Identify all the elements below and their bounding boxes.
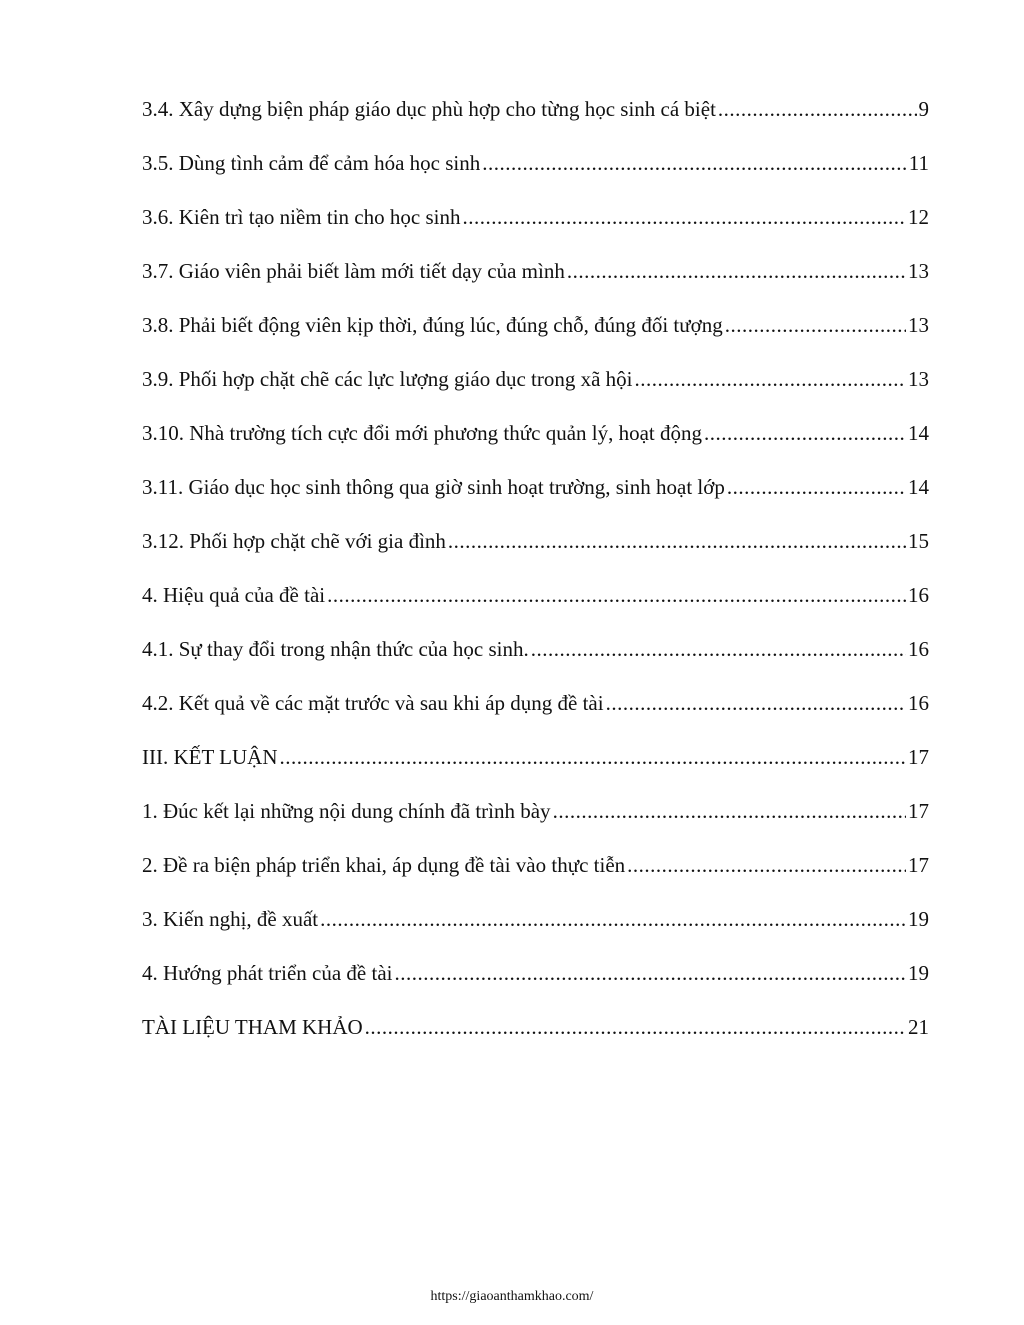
toc-entry[interactable] [142, 904, 929, 958]
toc-page-number: 11 [908, 151, 929, 175]
toc-page-number: 15 [908, 529, 929, 553]
toc-entry-label: 4. Hiệu quả của đề tài [142, 583, 326, 607]
toc-page-number: 16 [908, 637, 929, 661]
toc-entry-label: 3.7. Giáo viên phải biết làm mới tiết dạy của mình [142, 259, 565, 283]
toc-entry-label: 4.1. Sự thay đổi trong nhận thức của học sinh. [142, 637, 529, 661]
toc-entry[interactable] [142, 418, 929, 472]
toc-entry[interactable] [142, 364, 929, 418]
table-of-contents [142, 94, 929, 1066]
toc-entry-label: 3.11. Giáo dục học sinh thông qua giờ sinh hoạt trường, sinh hoạt lớp [142, 475, 725, 499]
toc-dot-leader [395, 958, 907, 988]
toc-entry-label: III. KẾT LUẬN [142, 745, 278, 769]
toc-entry[interactable] [142, 148, 929, 202]
footer-url[interactable]: https://giaoanthamkhao.com/ [430, 1289, 594, 1304]
toc-page-number: 17 [908, 799, 929, 823]
toc-entry-label: 3.6. Kiên trì tạo niềm tin cho học sinh [142, 205, 461, 229]
toc-dot-leader [704, 418, 906, 448]
toc-dot-leader [448, 526, 906, 556]
toc-dot-leader [280, 742, 907, 772]
toc-entry[interactable] [142, 310, 929, 364]
toc-page-number: 9 [918, 97, 929, 121]
toc-dot-leader [365, 1012, 906, 1042]
toc-dot-leader [606, 688, 906, 718]
toc-entry-label: 1. Đúc kết lại những nội dung chính đã trình bày [142, 799, 551, 823]
toc-page-number: 14 [908, 475, 929, 499]
toc-page-number: 17 [908, 745, 929, 769]
toc-dot-leader [320, 904, 906, 934]
toc-page-number: 13 [908, 259, 929, 283]
toc-entry[interactable] [142, 742, 929, 796]
toc-page-number: 12 [908, 205, 929, 229]
toc-page-number: 16 [908, 691, 929, 715]
toc-page-number: 21 [908, 1015, 929, 1039]
toc-dot-leader [531, 634, 906, 664]
toc-entry[interactable] [142, 634, 929, 688]
toc-dot-leader [553, 796, 906, 826]
toc-entry-label: 3.8. Phải biết động viên kịp thời, đúng lúc, đúng chỗ, đúng đối tượng [142, 313, 723, 337]
toc-entry[interactable] [142, 472, 929, 526]
toc-page-number: 13 [908, 367, 929, 391]
toc-page-number: 19 [908, 907, 929, 931]
toc-entry[interactable] [142, 688, 929, 742]
toc-entry-label: 3. Kiến nghị, đề xuất [142, 907, 319, 931]
toc-dot-leader [462, 202, 906, 232]
toc-entry[interactable] [142, 256, 929, 310]
toc-entry-label: 4.2. Kết quả về các mặt trước và sau khi áp dụng đề tài [142, 691, 604, 715]
toc-entry-label: 3.9. Phối hợp chặt chẽ các lực lượng giáo dục trong xã hội [142, 367, 633, 391]
toc-entry-label: 3.10. Nhà trường tích cực đổi mới phương thức quản lý, hoạt động [142, 421, 703, 445]
toc-entry[interactable] [142, 958, 929, 1012]
toc-entry[interactable] [142, 796, 929, 850]
toc-dot-leader [327, 580, 906, 610]
toc-entry-label: 3.4. Xây dựng biện pháp giáo dục phù hợp cho từng học sinh cá biệt [142, 97, 716, 121]
toc-entry[interactable] [142, 580, 929, 634]
toc-entry-label: 3.5. Dùng tình cảm để cảm hóa học sinh [142, 151, 481, 175]
toc-entry-label: 2. Đề ra biện pháp triển khai, áp dụng đề tài vào thực tiễn [142, 853, 626, 877]
toc-entry[interactable] [142, 94, 929, 148]
toc-dot-leader [635, 364, 906, 394]
toc-page-number: 13 [908, 313, 929, 337]
toc-entry-label: TÀI LIỆU THAM KHẢO [142, 1015, 363, 1039]
toc-dot-leader [718, 94, 917, 124]
toc-entry[interactable] [142, 526, 929, 580]
toc-dot-leader [727, 472, 906, 502]
toc-entry[interactable] [142, 1012, 929, 1066]
toc-entry[interactable] [142, 202, 929, 256]
toc-dot-leader [567, 256, 906, 286]
toc-page-number: 16 [908, 583, 929, 607]
toc-page-number: 17 [908, 853, 929, 877]
toc-page-number: 19 [908, 961, 929, 985]
toc-dot-leader [482, 148, 907, 178]
toc-dot-leader [627, 850, 906, 880]
toc-entry[interactable] [142, 850, 929, 904]
toc-dot-leader [725, 310, 906, 340]
toc-entry-label: 3.12. Phối hợp chặt chẽ với gia đình [142, 529, 446, 553]
toc-entry-label: 4. Hướng phát triển của đề tài [142, 961, 393, 985]
toc-page-number: 14 [908, 421, 929, 445]
